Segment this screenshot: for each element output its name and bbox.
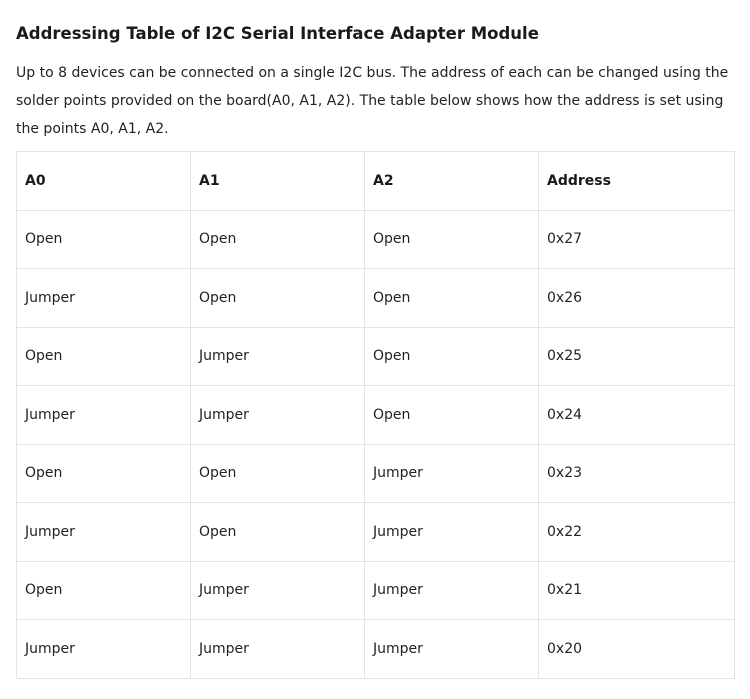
cell-address: 0x26	[539, 269, 735, 328]
cell-a1: Open	[191, 210, 365, 269]
cell-a1: Jumper	[191, 620, 365, 679]
cell-a0: Open	[17, 327, 191, 386]
cell-a2: Jumper	[365, 561, 539, 620]
cell-a2: Open	[365, 210, 539, 269]
cell-a1: Open	[191, 269, 365, 328]
cell-address: 0x25	[539, 327, 735, 386]
cell-a0: Open	[17, 561, 191, 620]
cell-a1: Jumper	[191, 386, 365, 445]
table-row	[17, 327, 735, 386]
header-cell-a1: A1	[191, 152, 365, 211]
cell-a1: Jumper	[191, 327, 365, 386]
cell-a2: Open	[365, 327, 539, 386]
cell-a0: Jumper	[17, 620, 191, 679]
cell-a2: Open	[365, 269, 539, 328]
table-row	[17, 561, 735, 620]
cell-address: 0x24	[539, 386, 735, 445]
header-cell-a0: A0	[17, 152, 191, 211]
header-cell-address: Address	[539, 152, 735, 211]
cell-address: 0x23	[539, 444, 735, 503]
cell-a0: Open	[17, 444, 191, 503]
page-title: Addressing Table of I2C Serial Interface Adapter Module	[16, 24, 539, 43]
table-row	[17, 620, 735, 679]
cell-a1: Open	[191, 444, 365, 503]
cell-a1: Open	[191, 503, 365, 562]
addressing-table	[16, 151, 735, 679]
cell-address: 0x21	[539, 561, 735, 620]
table-header-row	[17, 152, 735, 211]
intro-paragraph: Up to 8 devices can be connected on a single I2C bus. The address of each can be changed using the solder points provided on the board(A0, A1, A2). The table below shows how the address is set using the points A0, A1, A2.	[16, 65, 729, 137]
header-cell-a2: A2	[365, 152, 539, 211]
cell-address: 0x22	[539, 503, 735, 562]
cell-a2: Jumper	[365, 444, 539, 503]
cell-address: 0x27	[539, 210, 735, 269]
table-row	[17, 386, 735, 445]
table-row	[17, 444, 735, 503]
cell-a2: Jumper	[365, 620, 539, 679]
cell-a0: Open	[17, 210, 191, 269]
table-row	[17, 210, 735, 269]
cell-a1: Jumper	[191, 561, 365, 620]
table-row	[17, 269, 735, 328]
cell-a2: Open	[365, 386, 539, 445]
cell-a0: Jumper	[17, 503, 191, 562]
cell-a0: Jumper	[17, 269, 191, 328]
cell-a2: Jumper	[365, 503, 539, 562]
cell-a0: Jumper	[17, 386, 191, 445]
table-row	[17, 503, 735, 562]
cell-address: 0x20	[539, 620, 735, 679]
